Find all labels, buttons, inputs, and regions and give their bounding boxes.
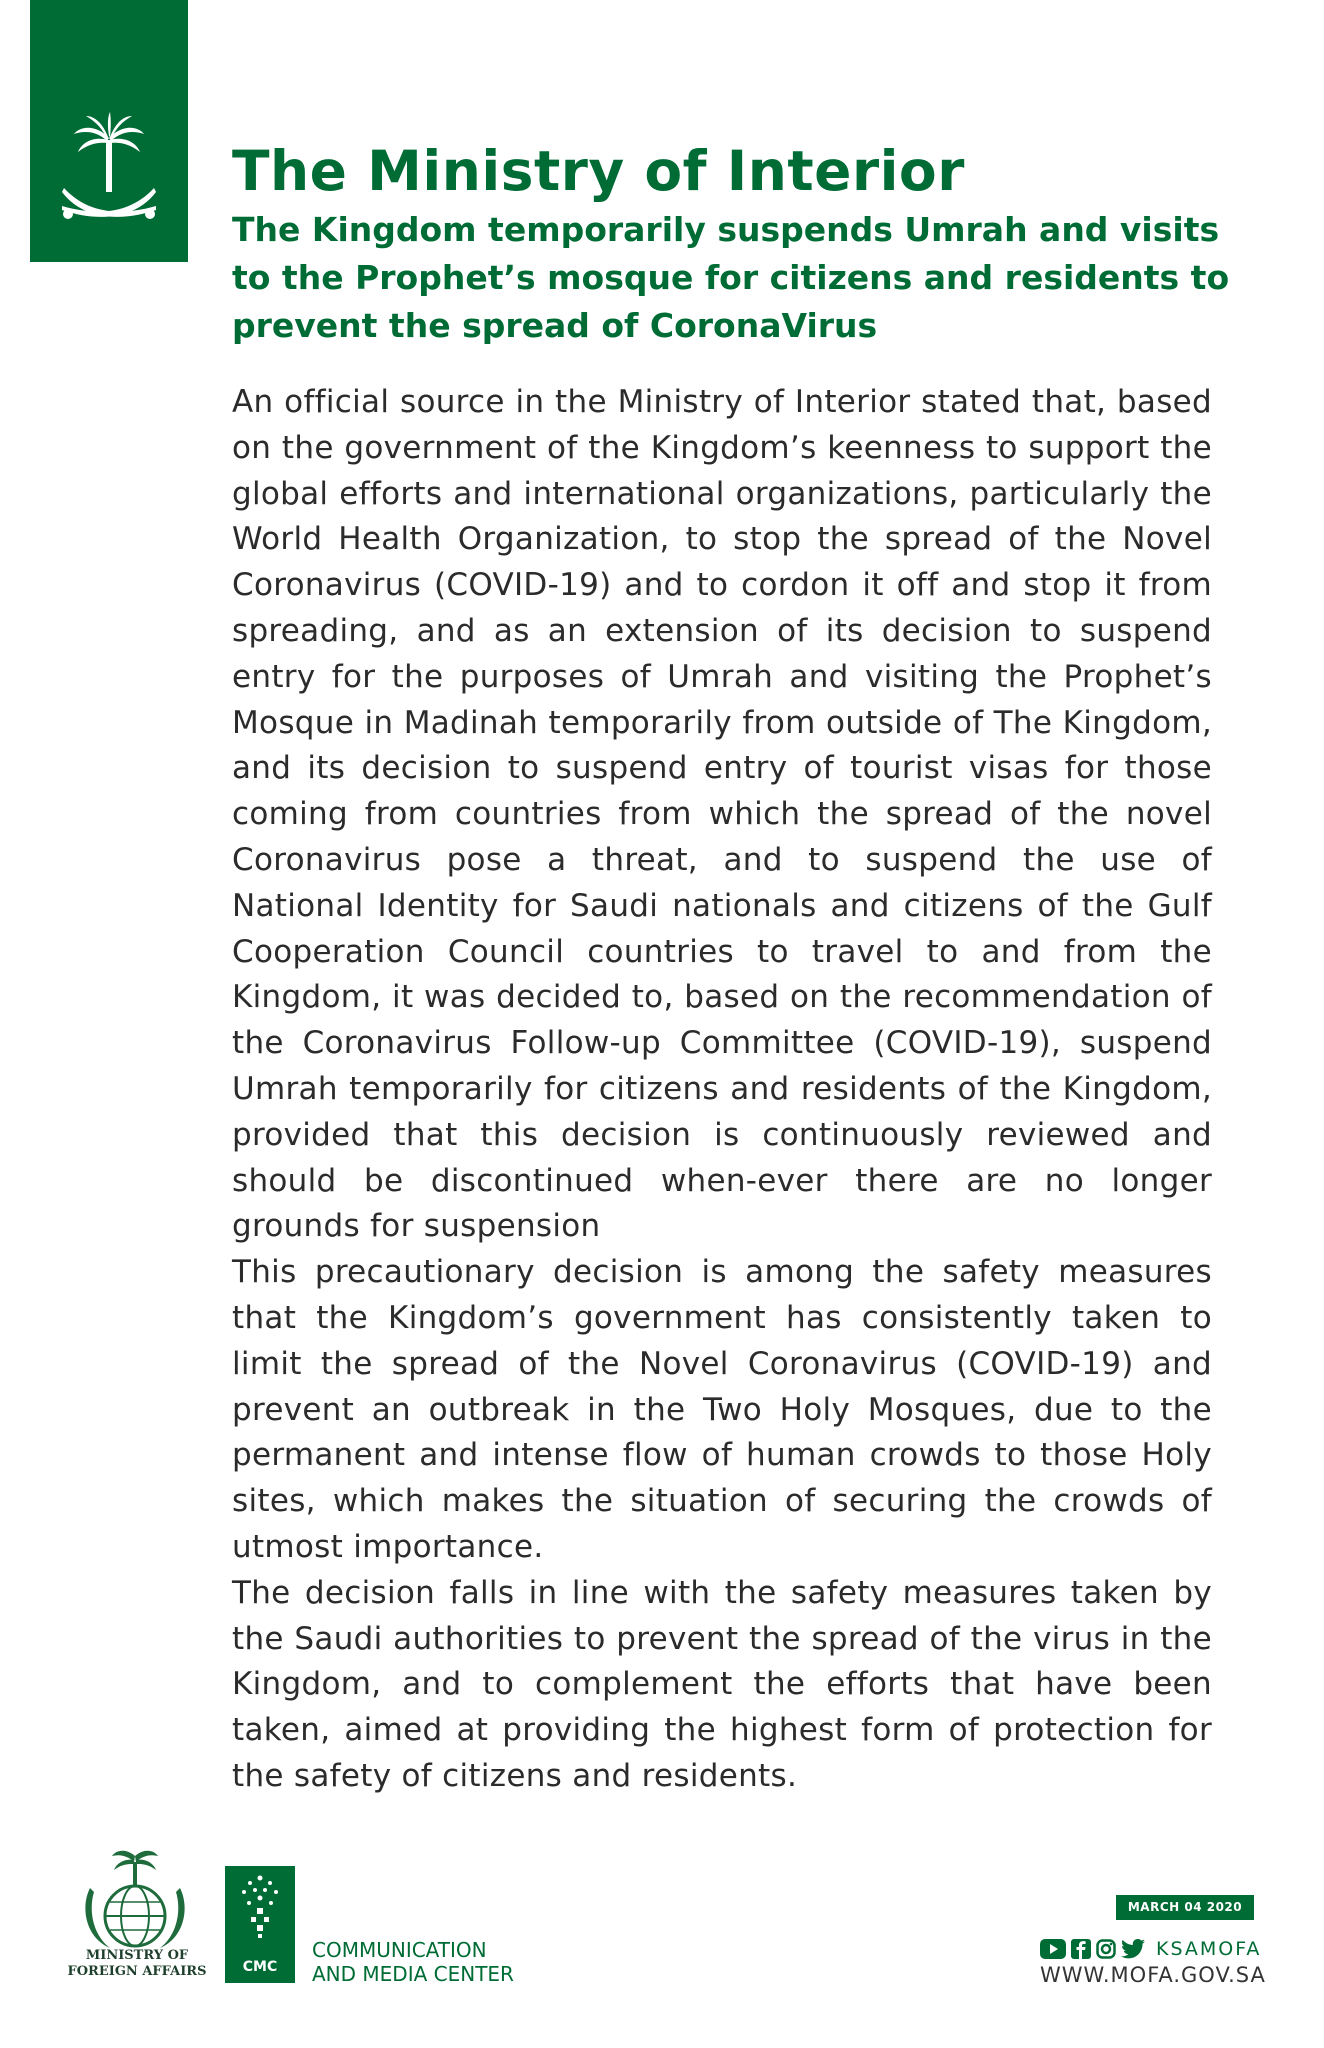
paragraph: This precautionary decision is among the safety measures that the Kingdom’s government has consistently taken to limit the spread of the Novel Coronavirus (COVID-19) and prevent an outbreak in the Two Holy Mosques, due to the permanent and intense flow of human crowds to those Holy sites, which makes the situation of securing the crowds of utmost importance.: [232, 1254, 1212, 1565]
cmc-line-1: COMMUNICATION: [312, 1938, 487, 1962]
mofa-line-2: FOREIGN AFFAIRS: [67, 1964, 207, 1979]
website-link[interactable]: WWW.MOFA.GOV.SA: [1040, 1963, 1266, 1987]
cmc-badge: CMC: [242, 1959, 278, 1975]
statement-body: [232, 380, 1212, 1800]
twitter-icon[interactable]: [1121, 1939, 1145, 1959]
social-links: [1040, 1936, 1261, 1962]
cmc-line-2: AND MEDIA CENTER: [312, 1962, 514, 1986]
instagram-icon[interactable]: [1096, 1939, 1116, 1959]
youtube-icon[interactable]: [1040, 1939, 1066, 1959]
cmc-dots-icon: [225, 1870, 295, 1950]
mofa-name: [52, 1948, 222, 1980]
social-handle: KSAMOFA: [1156, 1938, 1262, 1960]
palm-swords-emblem-icon: [44, 110, 174, 240]
date-badge: MARCH 04 2020: [1116, 1895, 1254, 1920]
page-title: The Ministry of Interior: [232, 139, 965, 203]
cmc-logo: [225, 1866, 295, 1983]
page-subtitle: The Kingdom temporarily suspends Umrah and visits to the Prophet’s mosque for citizens and residents to prevent the spread of CoronaVirus: [232, 210, 1230, 345]
emblem-block: [30, 0, 188, 262]
facebook-icon[interactable]: [1071, 1939, 1091, 1959]
cmc-name: [312, 1938, 514, 1986]
mofa-line-1: MINISTRY OF: [85, 1948, 189, 1963]
paragraph: An official source in the Ministry of Interior stated that, based on the government of the Kingdom’s keenness to support the global efforts and international organizations, particularly the World Health Organization, to stop the spread of the Novel Coronavirus (COVID-19) and to cordon it off and stop it from spreading, and as an extension of its decision to suspend entry for the purposes of Umrah and visiting the Prophet’s Mosque in Madinah temporarily from outside of The Kingdom, and its decision to suspend entry of tourist visas for those coming from countries from which the spread of the novel Coronavirus pose a threat, and to suspend the use of National Identity for Saudi nationals and citizens of the Gulf Cooperation Council countries to travel to and from the Kingdom, it was decided to, based on the recommendation of the Coronavirus Follow-up Committee (COVID-19), suspend Umrah temporarily for citizens and residents of the Kingdom, provided that this decision is continuously reviewed and should be discontinued when-ever there are no longer grounds for suspension: [232, 384, 1212, 1245]
paragraph: The decision falls in line with the safety measures taken by the Saudi authorities to prevent the spread of the virus in the Kingdom, and to complement the efforts that have been taken, aimed at providing the highest form of protection for the safety of citizens and residents.: [232, 1574, 1212, 1794]
